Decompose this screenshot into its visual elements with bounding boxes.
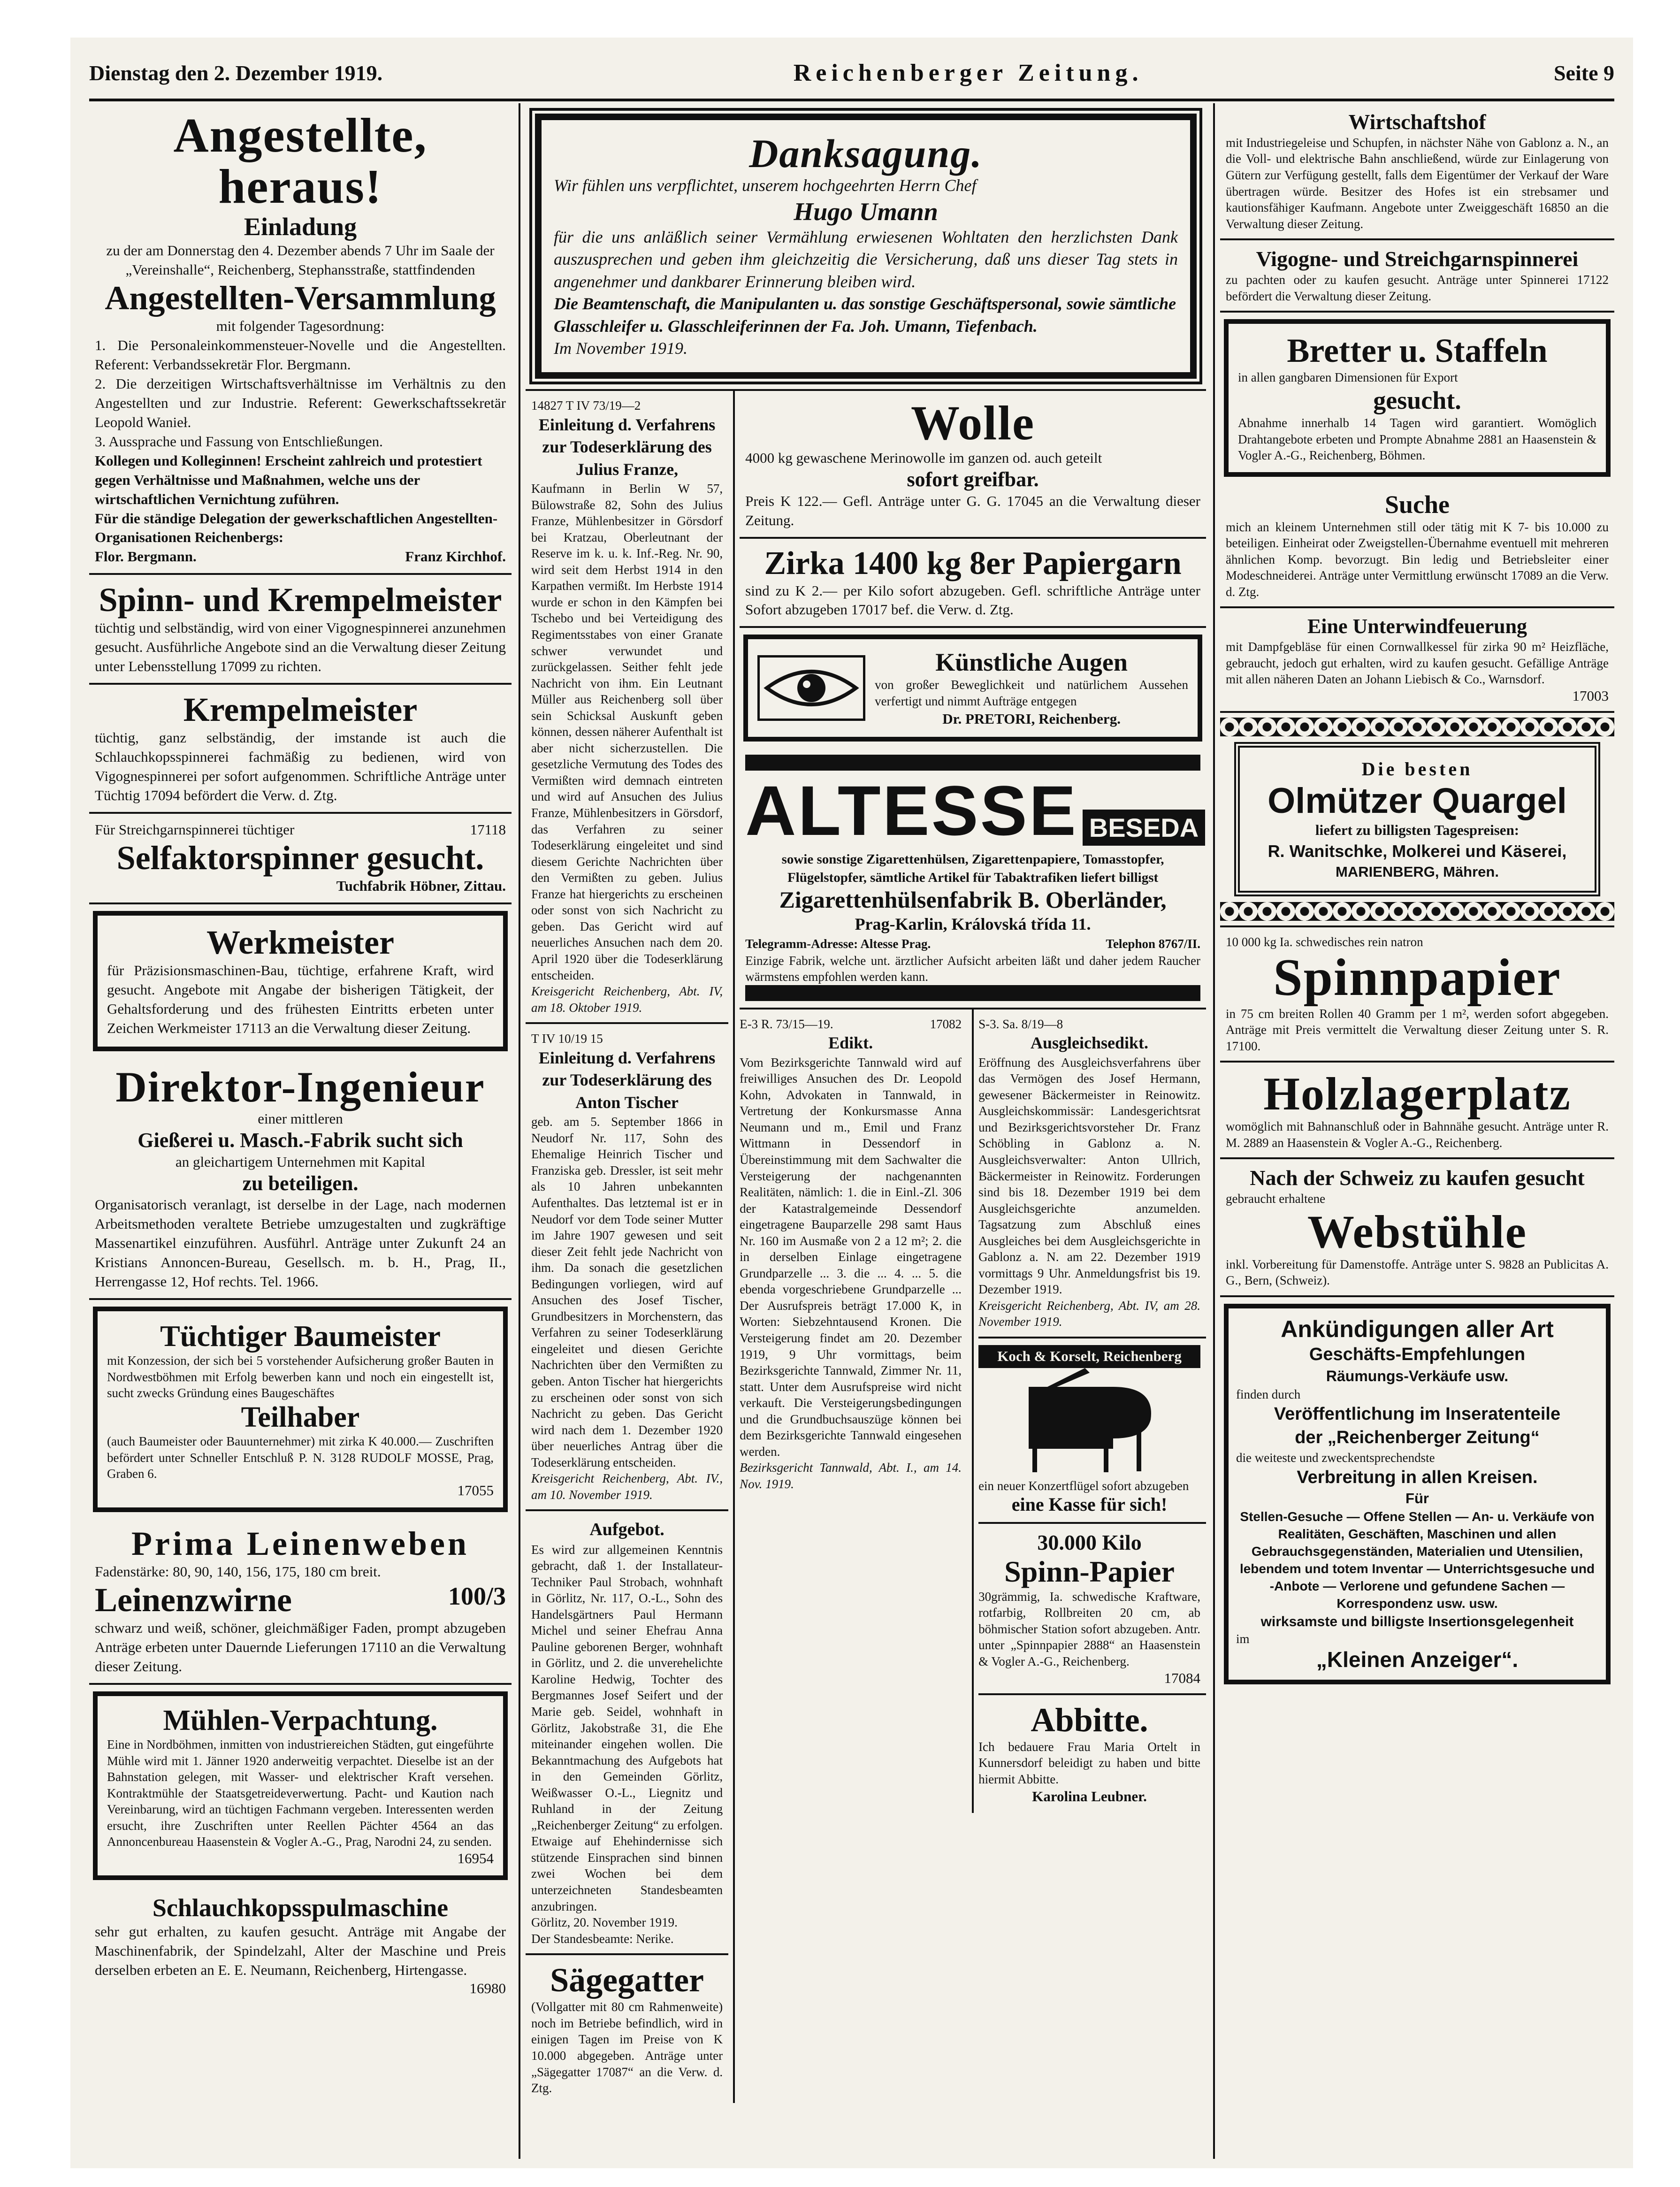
- ad-suche: [1220, 483, 1614, 609]
- ad-title: Werkmeister: [206, 923, 394, 961]
- ad-contact: [745, 936, 1200, 953]
- signature: Franz Kirchhof.: [405, 548, 506, 565]
- ad-number: 17003: [1572, 687, 1609, 704]
- notice-reference: E-3 R. 73/15—19.: [740, 1017, 833, 1031]
- ad-number: 17055: [457, 1482, 494, 1499]
- ad-text: für die uns anläßlich seiner Vermählung erwiesenen Wohltaten den herzlichsten Dank auszusprechen und geben ihm gleichzeitig die Versicherung, daß uns dieser Tag stets in angenehmer und dankbarer Erinnerung bleiben wird.: [554, 227, 1178, 291]
- column-middle: [526, 103, 1206, 2159]
- ornament-border: [1220, 718, 1614, 736]
- edikt-column: [740, 1009, 967, 1813]
- ad-title: Vigogne- und Streichgarnspinnerei: [1256, 247, 1579, 271]
- ad-title: Krempelmeister: [183, 691, 418, 729]
- ad-selfaktorspinner: [89, 814, 512, 904]
- ad-wirtschaftshof: [1220, 103, 1614, 240]
- ad-number: 17118: [470, 821, 506, 838]
- notice-franze: [526, 391, 728, 1024]
- ad-text: tüchtig und selbständig, wird von einer Vigognespinnerei anzunehmen gesucht. Ausführliche Angebote sind an die Verwaltung dieser Zeitung unter Lebensstellung 17099 zu richten.: [95, 619, 506, 675]
- ad-number: 16980: [469, 1980, 506, 1996]
- ad-text: zu pachten oder zu kaufen gesucht. Anträge unter Spinnerei 17122 befördert die Verwaltung dieser Zeitung.: [1226, 273, 1609, 303]
- ad-date: Im November 1919.: [554, 339, 687, 358]
- ad-text: gebraucht erhaltene: [1226, 1192, 1326, 1206]
- ad-piano: [978, 1338, 1206, 1524]
- ad-line: [95, 820, 506, 840]
- lower-subcolumns: [740, 1009, 1206, 1813]
- ad-line: im: [1236, 1632, 1250, 1646]
- altesse-wordmark: ALTESSE: [745, 771, 1078, 850]
- telephone: Telephon 8767/II.: [1106, 936, 1200, 951]
- ad-line: wirksamste und billigste Insertionsgelegenheit: [1260, 1613, 1574, 1629]
- ad-saegegatter: [526, 1955, 728, 2103]
- grand-piano-icon: [1019, 1368, 1160, 1476]
- notice-title: Ausgleichsedikt.: [1031, 1033, 1149, 1053]
- ad-line: die weiteste und zweckentsprechendste: [1236, 1450, 1435, 1465]
- ad-text: mit folgender Tagesordnung:: [216, 318, 385, 335]
- ad-address: Prag-Karlin, Královská třída 11.: [855, 915, 1091, 934]
- ad-spinnpapier: [1220, 927, 1614, 1063]
- ad-text: 10 000 kg Ia. schwedisches rein natron: [1226, 935, 1423, 949]
- ad-title: Spinn-Papier: [1004, 1555, 1175, 1589]
- notice-court: Kreisgericht Reichenberg, Abt. IV, am 28. November 1919.: [978, 1298, 1200, 1329]
- ad-ankuendigungen: [1224, 1304, 1611, 1684]
- ad-line: Räumungs-Verkäufe usw.: [1326, 1368, 1509, 1385]
- ad-vigogne: [1220, 240, 1614, 313]
- legal-notices: [526, 391, 728, 2103]
- notice-text: Eröffnung des Ausgleichsverfahrens über das Vermögen des Josef Hermann, gewesener Bäckermeister in Reinowitz. Ausgleichskommissär: Landesgerichtsrat und Bezirksgerichtsvorsteher Dr. Franz Schöbling in Gablonz a. N. Ausgleichsverwalter: Anton Ullrich, Bäckermeister in Reinowitz. Forderungen sind bis 18. Dezember 1919 bei dem Ausgleichsgerichte anzumelden. Tagsatzung zum Abschluß eines Ausgleiches bei dem Ausgleichsgerichte in Gablonz a. N. am 22. Dezember 1919 vormittags 9 Uhr. Anmeldungsfrist bis 19. Dezember 1919.: [978, 1055, 1200, 1297]
- ad-heading: zu beteiligen.: [242, 1171, 359, 1195]
- ad-title: Wolle: [910, 396, 1035, 450]
- notice-tischer: [526, 1024, 728, 1511]
- ad-amount: 30.000 Kilo: [1037, 1530, 1142, 1555]
- ad-text: einer mittleren: [258, 1110, 343, 1127]
- ad-fraction: 100/3: [448, 1582, 506, 1610]
- ad-text: Wir fühlen uns verpflichtet, unserem hochgeehrten Herrn Chef: [554, 176, 977, 195]
- newspaper-page: [70, 38, 1633, 2168]
- ad-title: Olmützer Quargel: [1268, 781, 1567, 821]
- notice-signature: Der Standesbeamte: Nerike.: [531, 1931, 674, 1946]
- ad-wolle: [740, 391, 1206, 539]
- column-right: [1220, 103, 1614, 2159]
- ad-krempelmeister: [89, 685, 512, 814]
- notice-number: 17082: [930, 1017, 962, 1031]
- ad-line: [95, 1582, 506, 1619]
- ad-text: Ich bedauere Frau Maria Ortelt in Kunnersdorf beleidigt zu haben und bitte hiermit Abbitte.: [978, 1739, 1200, 1786]
- ad-title: Bretter u. Staffeln: [1287, 332, 1548, 370]
- middle-right-ads: [733, 391, 1206, 2103]
- ad-angestellte: [89, 103, 512, 575]
- ad-line: „Kleinen Anzeiger“.: [1316, 1647, 1519, 1672]
- ad-text: sehr gut erhalten, zu kaufen gesucht. Anträge mit Angabe der Maschinenfabrik, der Spindelzahl, Alter der Maschine und Preis derselben erbeten an E. E. Neumann, Reichenberg, Hirtengasse.: [95, 1923, 506, 1978]
- telegram-address: Telegramm-Adresse: Altesse Prag.: [745, 936, 931, 951]
- ad-abbitte: [978, 1695, 1206, 1813]
- ad-title: Direktor-Ingenieur: [115, 1063, 485, 1111]
- ad-text: zu der am Donnerstag den 4. Dezember abends 7 Uhr im Saale der „Vereinshalle“, Reichenberg, Stephansstraße, stattfindenden: [106, 242, 495, 278]
- ad-schlauchkops: [89, 1887, 512, 2003]
- ad-title: Suche: [1384, 490, 1450, 519]
- ad-text: Für Streichgarnspinnerei tüchtiger: [95, 821, 295, 838]
- black-band: [745, 985, 1200, 1001]
- page-header: [89, 47, 1614, 101]
- ad-unterwindfeuerung: [1220, 608, 1614, 712]
- ad-text: sowie sonstige Zigarettenhülsen, Zigarettenpapiere, Tomasstopfer, Flügelstopfer, sämtliche Artikel für Tabaktrafiken liefert billigst: [781, 852, 1164, 885]
- ad-text: Kollegen und Kolleginnen! Erscheint zahlreich und protestiert gegen Verhältnisse und Maßnahmen, welche uns der wirtschaftlichen Vernichtung zuführen.: [95, 452, 482, 507]
- ad-name: Dr. PRETORI, Reichenberg.: [942, 710, 1121, 727]
- ad-quargel: [1220, 713, 1614, 928]
- notice-reference: 14827 T IV 73/19—2: [531, 398, 641, 413]
- ad-title: Spinn- und Krempelmeister: [99, 581, 502, 619]
- ad-title: Spinnpapier: [1273, 948, 1561, 1007]
- ad-title: Zirka 1400 kg 8er Papiergarn: [764, 545, 1182, 581]
- ad-signature: Tuchfabrik Höbner, Zittau.: [336, 878, 506, 895]
- ad-text: (auch Baumeister oder Bauunternehmer) mit zirka K 40.000.— Zuschriften befördert unter Schneller Entschluß P. N. 3128 RUDOLF MOSSE, Prag, Graben 6.: [107, 1434, 494, 1481]
- ad-muehlen: [93, 1691, 508, 1880]
- ad-text: von großer Beweglichkeit und natürlichem Aussehen verfertigt und nimmt Aufträge entgegen: [875, 678, 1188, 708]
- column-left: [89, 103, 512, 2159]
- ad-text: ein neuer Konzertflügel sofort abzugeben: [978, 1478, 1189, 1493]
- notice-title: Aufgebot.: [589, 1520, 664, 1540]
- ad-text: mit Industriegeleise und Schupfen, in nächster Nähe von Gablonz a. N., an die Voll- und elektrische Bahn anschließend, würde zur Einlagerung von Gütern zur Verfügung gestellt, falls dem Eigentümer der Verkauf der Ware übertragen würde. Besitzer des Hofes ist ein strebsamer und kautionsfähiger Kaufmann. Angebote unter Zweiggeschäft 16850 an die Verwaltung dieser Zeitung.: [1226, 135, 1609, 231]
- ad-kuenstliche-augen: [743, 635, 1202, 742]
- ad-title: Holzlagerplatz: [1263, 1068, 1571, 1120]
- column-rule: [1213, 103, 1215, 2159]
- ad-text: schwarz und weiß, schöner, gleichmäßiger Faden, prompt abzugeben Anträge erbeten unter Dauernde Lieferungen 17110 an die Verwaltung dieser Zeitung.: [95, 1620, 506, 1675]
- ad-content: [875, 648, 1188, 728]
- ad-quargel-box: [1234, 742, 1600, 897]
- ad-number: 17084: [1164, 1669, 1200, 1686]
- notice-title: Edikt.: [828, 1033, 873, 1053]
- ad-subtitle: Einladung: [244, 213, 357, 241]
- notice-title: Einleitung d. Verfahrens zur Todeserklärung des Anton Tischer: [538, 1048, 716, 1112]
- signature: Flor. Bergmann.: [95, 548, 197, 565]
- ad-line: Verbreitung in allen Kreisen.: [1297, 1468, 1538, 1488]
- ad-altesse: [740, 748, 1206, 1009]
- notice-court: Kreisgericht Reichenberg, Abt. IV., am 10. November 1919.: [531, 1471, 723, 1502]
- header-page-number: Seite 9: [1553, 61, 1614, 85]
- ad-text: womöglich mit Bahnanschluß oder in Bahnnähe gesucht. Anträge unter R. M. 2889 an Haasenstein & Vogler A.-G., Reichenberg.: [1226, 1119, 1609, 1150]
- agenda-item: 1. Die Personaleinkommensteuer-Novelle und die Angestellten. Referent: Verbandssekretär Flor. Bergmann.: [95, 337, 506, 373]
- ad-signature: Die Beamtenschaft, die Manipulanten u. das sonstige Geschäftspersonal, sowie sämtliche Glasschleifer u. Glasschleiferinnen der Fa. Joh. Umann, Tiefenbach.: [554, 294, 1176, 336]
- ad-title: Ankündigungen aller Art: [1281, 1315, 1554, 1342]
- ad-text: Organisatorisch veranlagt, ist derselbe in der Lage, nach modernen Arbeitsmethoden veraltete Betriebe umzugestalten und zugkräftige Massenartikel einzuführen. Ausführl. Anträge unter Zukunft 24 an Kristians Annoncen-Bureau, Gesellsch. m. b. H., Prag, II., Herrengasse 12, Hof rechts. Tel. 1966.: [95, 1196, 506, 1290]
- ad-title: Webstühle: [1307, 1205, 1527, 1258]
- notice-reference: S-3. Sa. 8/19—8: [978, 1017, 1063, 1031]
- ad-text: Abnahme innerhalb 14 Tagen wird garantiert. Womöglich Drahtangebote erbeten und Prompte Abnahme 2881 an Haasenstein & Vogler A.-G., Reichenberg, Böhmen.: [1238, 415, 1596, 463]
- ornament-border: [1220, 902, 1614, 921]
- signature-row: [95, 547, 506, 566]
- ad-number: 16954: [457, 1850, 494, 1866]
- ad-title: Schlauchkopsspulmaschine: [152, 1893, 449, 1922]
- ad-webstuehle: [1220, 1159, 1614, 1297]
- ad-spinnmeister: [89, 575, 512, 685]
- eye-icon: [757, 655, 865, 721]
- ad-title: Sägegatter: [550, 1961, 704, 1999]
- notice-ref-row: [740, 1016, 962, 1032]
- ad-text: Einzige Fabrik, welche unt. ärztlicher Aufsicht arbeiten läßt und daher jedem Raucher wärmstens empfohlen werden kann.: [745, 953, 1200, 984]
- ad-title: Danksagung.: [749, 131, 983, 176]
- notice-edikt: [740, 1009, 967, 1499]
- altesse-logo: [745, 771, 1200, 850]
- ad-text: Preis K 122.— Gefl. Anträge unter G. G. 17045 an die Verwaltung dieser Zeitung.: [745, 492, 1200, 528]
- ad-name: R. Wanitschke, Molkerei und Käserei,: [1268, 841, 1567, 861]
- ad-signature: Karolina Leubner.: [1032, 1788, 1147, 1805]
- notice-ausgleich: [978, 1009, 1206, 1338]
- ad-kicker: Die besten: [1361, 758, 1473, 780]
- ad-title: Wirtschaftshof: [1348, 110, 1486, 134]
- ad-text: (Vollgatter mit 80 cm Rahmenweite) noch im Betriebe befindlich, wird in einigen Tagen im Preise von K 10.000 abgegeben. Anträge unter „Sägegatter 17087“ an die Verw. d. Ztg.: [531, 2000, 723, 2095]
- ad-name: Hugo Umann: [794, 197, 938, 226]
- ad-text: Eine in Nordböhmen, inmitten von industriereichen Städten, gut eingeführte Mühle wird mit 1. Jänner 1920 anderweitig verpachtet. Dieselbe ist an der Bahnstation gelegen, mit Wasser- und elektrischer Kraft versehen. Kontraktmühle der Staatsgetreideverwertung. Pacht- und Kaution nach Vereinbarung, wird an tüchtigen Fachmann vergeben. Interessenten werden ersucht, ihre Zuschriften unter Reellen Pächter 4564 an das Annoncenbureau Haasenstein & Vogler A.-G., Prag, Narodni 24, zu senden.: [107, 1737, 494, 1849]
- ad-werkmeister: [93, 911, 508, 1051]
- ad-papiergarn: [740, 539, 1206, 628]
- ad-title: Mühlen-Verpachtung.: [163, 1704, 438, 1736]
- ad-line: Geschäfts-Empfehlungen: [1309, 1345, 1526, 1365]
- ad-spinn-papier: [978, 1524, 1206, 1695]
- ad-heading: Teilhaber: [241, 1401, 360, 1433]
- ad-title: Tüchtiger Baumeister: [160, 1319, 441, 1353]
- agenda-item: 2. Die derzeitigen Wirtschaftsverhältnisse im Verhältnis zu den Angestellten und zur Industrie. Referent: Gewerkschaftssekretär Leopold Wanieł.: [95, 375, 506, 430]
- beseda-wordmark: BESEDA: [1083, 810, 1205, 846]
- ad-text: in allen gangbaren Dimensionen für Export: [1238, 370, 1458, 385]
- notice-text: geb. am 5. September 1866 in Neudorf Nr. 117, Sohn des Ehemalige Heinrich Tischer und Franziska geb. Dressler, ist seit mehr als 10 Jahren unbekannten Aufenthaltes. Das letztemal ist er in Neudorf vor dem Tode seiner Mutter im Jahre 1907 gewesen und seit dieser Zeit fehlt jede Nachricht von ihm. Da sonach die gesetzlichen Bedingungen vorliegen, wird auf Ansuchen des Josef Tischer, Grundbesitzers in Morchenstern, das Verfahren zu seiner Todeserklärung eingeleitet und diesen Gerichte Nachrichten über den Vermißten zu geben. Anton Tischer hat hiergerichts zu erscheinen oder sonst von sich Nachricht zu geben. Das Gericht wird nach dem 1. Dezember 1920 über neuerliches Antrag über die Todeserklärung entscheiden.: [531, 1115, 723, 1469]
- ad-line: der „Reichenberger Zeitung“: [1295, 1428, 1540, 1448]
- ad-text: in 75 cm breiten Rollen 40 Gramm per 1 m², werden sofort abgegeben. Anträge mit Preis vermittelt die Verwaltung dieser Zeitung unter S. R. 17100.: [1226, 1006, 1609, 1053]
- ad-leinenweben: [89, 1519, 512, 1685]
- ad-text: liefert zu billigsten Tagespreisen:: [1315, 822, 1520, 839]
- ad-direktor-ingenieur: [89, 1058, 512, 1300]
- ad-title: Künstliche Augen: [935, 648, 1128, 677]
- ad-heading: gesucht.: [1373, 386, 1461, 414]
- notice-court: Kreisgericht Reichenberg, Abt. IV, am 18. Oktober 1919.: [531, 984, 723, 1015]
- ad-text: 4000 kg gewaschene Merinowolle im ganzen od. auch geteilt: [745, 450, 1102, 466]
- ad-title: Selfaktorspinner gesucht.: [116, 839, 484, 877]
- ad-text: 30grämmig, Ia. schwedische Kraftware, rotfarbig, Rollbreiten 20 cm, ab böhmischer Station sofort abzugeben. Antr. unter „Spinnpapier 2888“ an Haasenstein & Vogler A.-G., Reichenberg.: [978, 1589, 1200, 1668]
- ad-place: MARIENBERG, Mähren.: [1336, 863, 1499, 880]
- notice-reference: T IV 10/19 15: [531, 1032, 603, 1046]
- ad-heading: Koch & Korselt, Reichenberg: [978, 1345, 1200, 1368]
- ad-text: tüchtig, ganz selbständig, der imstande ist auch die Schlauchkopsspinnerei fachmäßig zu bedienen, wird von Vigognespinnerei per sofort aufgenommen. Schriftliche Anträge unter Tüchtig 17094 befördert die Verw. d. Ztg.: [95, 729, 506, 804]
- ad-heading: sofort greifbar.: [907, 468, 1039, 491]
- agenda-item: 3. Aussprache und Fassung von Entschließungen.: [95, 433, 383, 450]
- ad-title: Angestellte, heraus!: [173, 108, 428, 214]
- notice-text: Vom Bezirksgerichte Tannwald wird auf freiwilliges Ansuchen des Dr. Leopold Kohn, Advokaten in Tannwald, in Vertretung der Konkursmasse Anna Neumann und m., Emil und Franz Wittmann in Dessendorf in Übereinstimmung mit dem Sachwalter die Versteigerung der nachgenannten Realitäten, nämlich: 1. die in Einl.-Zl. 306 der Katastralgemeinde Dessendorf eingetragene Bauparzelle 298 samt Haus Nr. 160 im Ausmaße von 2 a 12 m²; 2. die in derselben Einlage eingetragene Grundparzelle ... 3. die ... 4. ... 5. die ebenda vorgeschriebene Grundparzelle ... Der Ausrufspreis beträgt 17.000 K, in Worten: Siebzehntausend Kronen. Die Versteigerung findet am 20. Dezember 1919, 9 Uhr vormittags, beim Bezirksgerichte Tannwald, Zimmer Nr. 11, statt. Unter dem Ausrufspreise wird nicht verkauft. Die Versteigerungsbedingungen und die Grundbuchsauszüge können bei dem Bezirksgerichte Tannwald eingesehen werden.: [740, 1055, 962, 1459]
- ad-danksagung: [535, 114, 1197, 379]
- notice-court: Bezirksgericht Tannwald, Abt. I., am 14. Nov. 1919.: [740, 1461, 962, 1491]
- ad-text: mit Konzession, der sich bei 5 vorstehender Aufsicherung großer Bauten in Nordwestböhmen mit Erfolg bewerben kann und noch ein eingestellt ist, sucht zwecks Gründung eines Baugeschäftes: [107, 1353, 494, 1400]
- notice-text: Kaufmann in Berlin W 57, Bülowstraße 82, Sohn des Julius Franze, Mühlenbesitzer in Görsdorf bei Kratzau, Oberleutnant der Reserve im k. u. k. Inf.-Reg. Nr. 90, wird seit dem Herbst 1914 in den Karpathen vermißt. Im Herbste 1914 wurde er schon in den Kämpfen bei Tschebo und bei Verteidigung des Regimentsstabes von einer Granate schwer verwundet und zurückgelassen. Seither fehlt jede Nachricht von ihm. Ein Leutnant Müller aus Reichenberg soll über sein Schicksal Auskunft geben können, dessen näherer Aufenthalt ist aber nicht sicherzustellen. Die gesetzliche Vermutung des Todes des Vermißten wird demnach eintreten und wird auf Ansuchen des Julius Franze, Mühlenbesitzers in Görsdorf, das Verfahren zu seiner Todeserklärung eingeleitet und sind diesem Gerichte Nachrichten über den Vermißten zu geben. Julius Franze hat hiergerichts zu erscheinen oder sonst von sich Nachricht zu geben. Das Gericht wird auf neuerliches Ansuchen nach dem 20. April 1920 über die Todeserklärung entscheiden.: [531, 482, 723, 982]
- notice-aufgebot: [526, 1511, 728, 1955]
- ad-text: Für die ständige Delegation der gewerkschaftlichen Angestellten-Organisationen Reichenbergs:: [95, 510, 498, 546]
- ad-line: Stellen-Gesuche — Offene Stellen — An- u. Verkäufe von Realitäten, Geschäften, Maschinen und allen Gebrauchsgegenständen, Materialien und Utensilien, lebendem und totem Inventar — Unterrichtsgesuche und -Anbote — Verlorene und gefundene Sachen — Korrespondenz usw. usw.: [1239, 1509, 1595, 1611]
- notice-text: Es wird zur allgemeinen Kenntnis gebracht, daß 1. der Installateur-Techniker Paul Strobach, wohnhaft in Görlitz, Nr. 117, O.-L., Sohn des Handelsgärtners Paul Hermann Michel und seiner Ehefrau Anna Pauline geborenen Berger, wohnhaft in Görlitz, und 2. die unverehelichte Karoline Hedwig, Tochter des Bergmannes Josef Seifert und der Marie geb. Seidel, wohnhaft in Görlitz, Jakobstraße 31, die Ehe miteinander eingehen wollen. Die Bekanntmachung des Aufgebots hat in den Gemeinden Görlitz, Weißwasser O.-L., Liegnitz und Ruhland in der Zeitung „Reichenberger Zeitung“ zu erfolgen. Etwaige auf Ehehindernisse sich stützende Einsprachen sind binnen zwei Wochen bei dem unterzeichneten Standesbeamten anzubringen.: [531, 1542, 723, 1913]
- ad-line: finden durch: [1236, 1387, 1301, 1401]
- ad-baumeister: [93, 1307, 508, 1512]
- header-paper-title: Reichenberger Zeitung.: [793, 59, 1143, 86]
- ad-text: sind zu K 2.— per Kilo sofort abzugeben. Gefl. schriftliche Anträge unter Sofort abzugeben 17017 bef. die Verw. d. Ztg.: [745, 582, 1200, 618]
- header-date: Dienstag den 2. Dezember 1919.: [89, 61, 383, 85]
- ausgleich-column: [972, 1009, 1206, 1813]
- ad-title: Abbitte.: [1031, 1701, 1148, 1739]
- ad-bretter: [1224, 319, 1611, 476]
- ad-text: an gleichartigem Unternehmen mit Kapital: [176, 1153, 425, 1170]
- ad-title: Prima Leinenweben: [131, 1524, 469, 1562]
- ad-text: mit Dampfgebläse für einen Cornwallkessel für zirka 90 m² Heizfläche, gebraucht, jedoch gut erhalten, wird zu kaufen gesucht. Gefällige Anträge mit allen näheren Daten an Johann Liebisch & Co., Warnsdorf.: [1226, 640, 1609, 687]
- ad-heading: eine Kasse für sich!: [1011, 1494, 1168, 1515]
- ad-title: Eine Unterwindfeuerung: [1307, 615, 1527, 638]
- ad-holzlagerplatz: [1220, 1063, 1614, 1159]
- ad-heading: Zigarettenhülsenfabrik B. Oberländer,: [779, 886, 1167, 913]
- ad-line: Veröffentlichung im Inseratenteile: [1274, 1404, 1561, 1424]
- column-rule: [519, 103, 520, 2159]
- ad-heading: Gießerei u. Masch.-Fabrik sucht sich: [137, 1129, 463, 1152]
- ad-text: Fadenstärke: 80, 90, 140, 156, 175, 180 cm breit.: [95, 1563, 381, 1580]
- ad-line: Für: [1405, 1490, 1429, 1507]
- ad-heading: Angestellten-Versammlung: [105, 279, 496, 317]
- middle-subcolumns: [526, 389, 1206, 2103]
- black-band: [745, 755, 1200, 771]
- ad-text: mich an kleinem Unternehmen still oder tätig mit K 7- bis 10.000 zu beteiligen. Einheirat oder Zweigstellen-Übernahme eventuell mit mehreren ähnlichen Komp. bevorzugt. Bin ledig und Betriebsleiter einer Modeschneiderei. Anträge unter Vermittlung erwünscht 17089 an die Verw. d. Ztg.: [1226, 520, 1609, 599]
- ad-text: für Präzisionsmaschinen-Bau, tüchtige, erfahrene Kraft, wird gesucht. Angebote mit Angabe der bisherigen Tätigkeit, der Gehaltsforderung und des frühesten Eintritts erbeten unter Zeichen Werkmeister 17113 an die Verwaltung dieser Zeitung.: [107, 962, 494, 1036]
- ad-heading: Leinenzwirne: [95, 1581, 292, 1619]
- notice-date: Görlitz, 20. November 1919.: [531, 1915, 678, 1930]
- ad-text: inkl. Vorbereitung für Damenstoffe. Anträge unter S. 9828 an Publicitas A. G., Bern, (Schweiz).: [1226, 1257, 1609, 1288]
- notice-title: Einleitung d. Verfahrens zur Todeserklärung des Julius Franze,: [538, 415, 716, 479]
- ad-heading: Nach der Schweiz zu kaufen gesucht: [1250, 1166, 1585, 1190]
